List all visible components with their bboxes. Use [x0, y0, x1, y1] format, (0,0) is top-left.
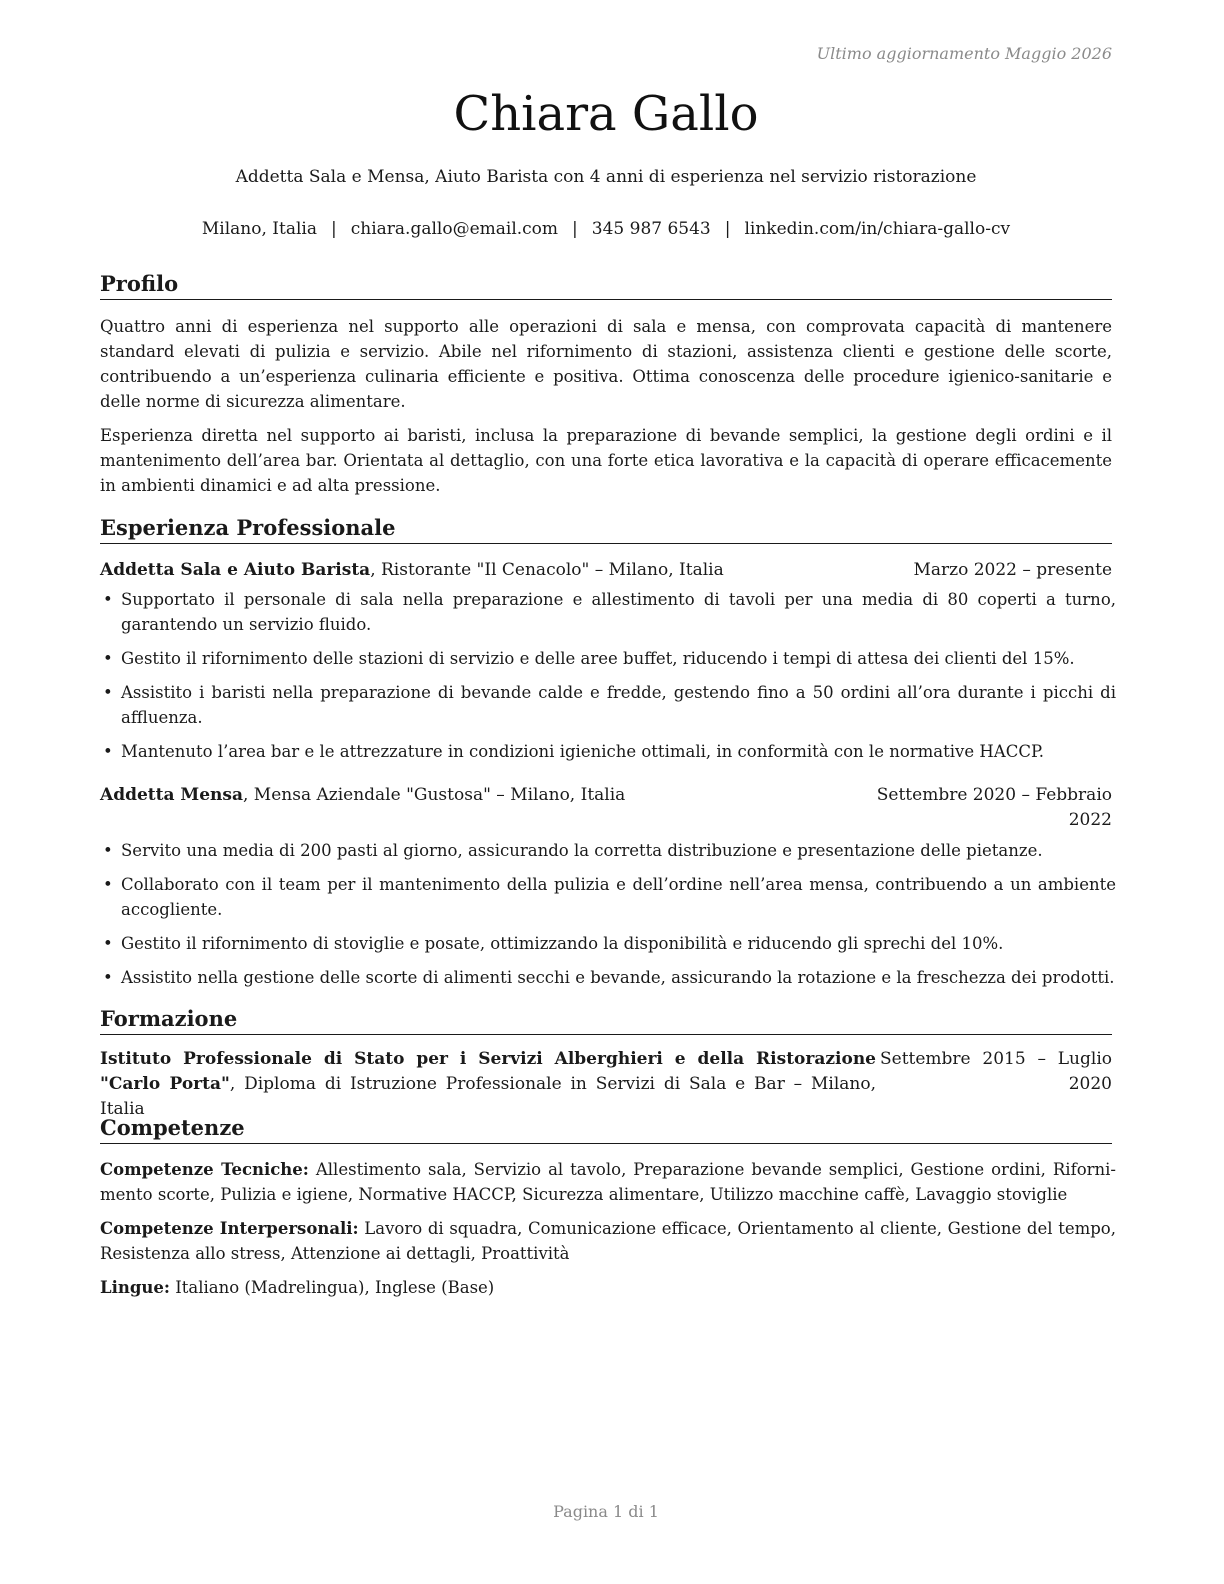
- contact-line: [100, 219, 1112, 239]
- skills-technical-label: Competenze Tecniche:: [100, 1160, 309, 1179]
- education-details: [100, 1047, 876, 1122]
- skills-languages-label: Lingue:: [100, 1278, 170, 1297]
- job-dates: Settembre 2020 – Febbraio 2022: [876, 785, 1112, 830]
- education-degree: , Diploma di Istruzione Professionale in Servizi di Sala e Bar – Milano, Italia: [100, 1074, 876, 1119]
- section-title-skills: Competenze: [100, 1114, 1112, 1144]
- contact-location: Milano, Italia: [201, 219, 317, 239]
- job-place: , Ristorante "Il Cenacolo" – Milano, Italia: [370, 560, 724, 580]
- contact-separator: |: [331, 219, 337, 239]
- contact-separator: |: [572, 219, 578, 239]
- job-place: , Mensa Aziendale "Gustosa" – Milano, Italia: [243, 785, 626, 805]
- skills-technical: [100, 1157, 1116, 1207]
- skills-technical-list: Allestimento sala, Servizio al tavolo, Preparazione bevande semplici, Gestione ordini, Rifornimento scorte, Pulizia e igiene, Normative HACCP, Sicurezza alimentare, Utilizzo macchine caffè, Lavaggio stoviglie: [100, 1160, 1116, 1204]
- list-item: • Gestito il rifornimento di stoviglie e posate, ottimizzando la disponibilità e riducendo gli sprechi del 10%.: [103, 934, 1004, 953]
- profile-paragraph: Quattro anni di esperienza nel supporto alle operazioni di sala e mensa, con comprovata capacità di mantenere standard elevati di pulizia e servizio. Abile nel rifornimento di stazioni, assistenza clienti e gestione delle scorte, contribuendo a un’esperienza culinaria efficiente e positiva. Ottima conoscenza delle procedure igienico-sanitarie e delle norme di sicurezza alimentare.: [100, 317, 1112, 411]
- tagline: Addetta Sala e Mensa, Aiuto Barista con 4 anni di esperienza nel servizio ristorazione: [235, 167, 977, 187]
- list-item: • Assistito nella gestione delle scorte di alimenti secchi e bevande, assicurando la rotazione e la freschezza dei prodotti.: [103, 968, 1115, 987]
- contact-phone[interactable]: 345 987 6543: [591, 219, 711, 239]
- list-item: • Assistito i baristi nella preparazione di bevande calde e fredde, gestendo fino a 50 ordini all’ora durante i picchi di affluenza.: [103, 683, 1116, 727]
- skills-languages: [100, 1275, 1116, 1300]
- section-title-profile: Profilo: [100, 270, 1112, 300]
- job-title-line: [100, 783, 625, 808]
- candidate-name: Chiara Gallo: [453, 86, 759, 142]
- job-dates: Marzo 2022 – presente: [913, 560, 1112, 580]
- education-entry: [100, 1047, 1112, 1119]
- job-title-line: [100, 558, 724, 583]
- job-role: Addetta Sala e Aiuto Barista: [100, 560, 371, 580]
- skills-interpersonal-label: Competenze Interpersonali:: [100, 1219, 359, 1238]
- job-bullets: [100, 587, 1116, 773]
- skills-interpersonal-list: Lavoro di squadra, Comunicazione efficace, Orientamento al cliente, Gestione del tempo, Resistenza allo stress, Attenzione ai dettagli, Proattività: [100, 1219, 1116, 1263]
- contact-separator: |: [724, 219, 731, 239]
- last-updated: Ultimo aggiornamento Maggio 2026: [816, 44, 1112, 63]
- list-item: • Mantenuto l’area bar e le attrezzature in condizioni igieniche ottimali, in conformità con le normative HACCP.: [103, 742, 1044, 761]
- job-role: Addetta Mensa: [100, 785, 243, 805]
- skills-languages-list: Italiano (Madrelingua), Inglese (Base): [170, 1278, 495, 1297]
- education-dates: Settembre 2015 – Luglio 2020: [880, 1049, 1112, 1094]
- list-item: • Collaborato con il team per il mantenimento della pulizia e dell’ordine nell’area mensa, contribuendo a un ambiente accogliente.: [103, 875, 1116, 919]
- list-item: • Supportato il personale di sala nella preparazione e allestimento di tavoli per una media di 80 coperti a turno, garantendo un servizio fluido.: [103, 590, 1116, 634]
- profile-paragraph: Esperienza diretta nel supporto ai baristi, inclusa la preparazione di bevande semplici, la gestione degli ordini e il mantenimento dell’area bar. Orientata al dettaglio, con una forte etica lavorativa e la capacità di operare efficacemente in ambienti dinamici e ad alta pressione.: [100, 426, 1112, 495]
- list-item: • Gestito il rifornimento delle stazioni di servizio e delle aree buffet, riducendo i tempi di attesa dei clienti del 15%.: [103, 649, 1075, 668]
- contact-email[interactable]: chiara.gallo@email.com: [350, 219, 559, 239]
- contact-linkedin[interactable]: linkedin.com/in/chiara-gallo-cv: [744, 219, 1011, 239]
- skills-interpersonal: [100, 1216, 1116, 1266]
- education-institution: Istituto Professionale di Stato per i Servizi Alberghieri e della Ristorazione "Carlo Porta": [100, 1049, 876, 1094]
- list-item: • Servito una media di 200 pasti al giorno, assicurando la corretta distribuzione e presentazione delle pietanze.: [103, 841, 1043, 860]
- job-header: [100, 783, 1112, 833]
- job-bullets: [100, 838, 1116, 999]
- section-title-experience: Esperienza Professionale: [100, 514, 1112, 544]
- section-title-education: Formazione: [100, 1005, 1112, 1035]
- resume-page: [100, 0, 1116, 1584]
- page-number: Pagina 1 di 1: [553, 1502, 659, 1521]
